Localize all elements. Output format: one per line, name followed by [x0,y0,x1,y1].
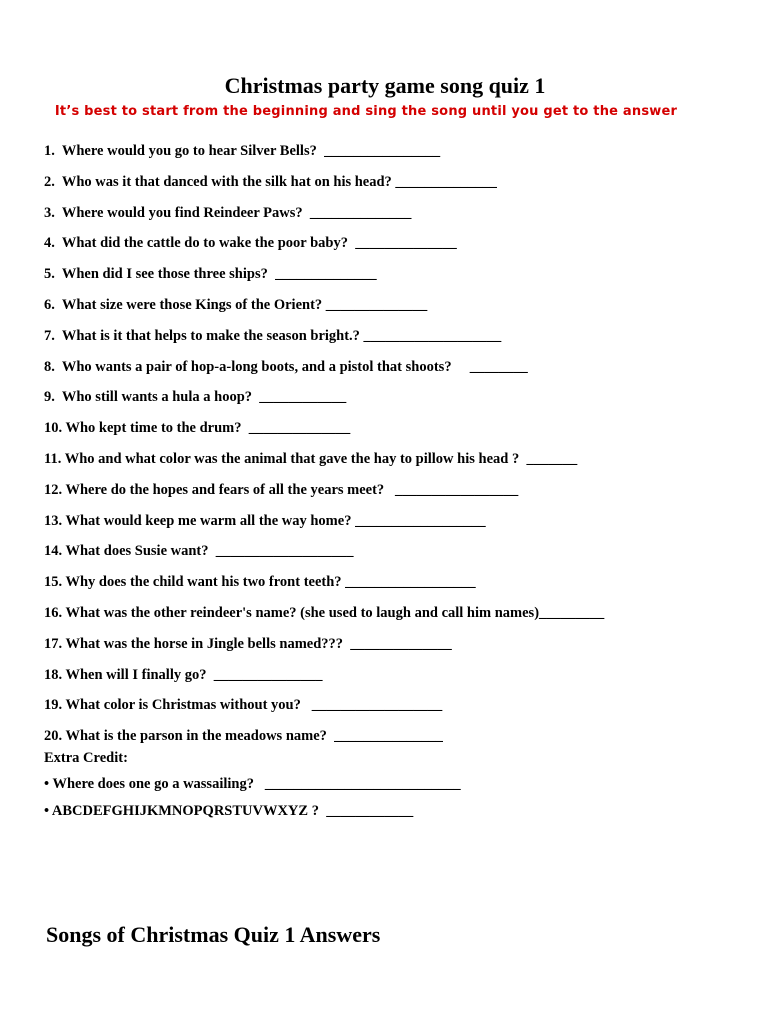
question-11: 11. Who and what color was the animal that gave the hay to pillow his head ? _______ [44,450,578,467]
question-14: 14. What does Susie want? ___________________ [44,543,354,560]
question-list [44,141,744,757]
question-20: 20. What is the parson in the meadows name? _______________ [44,728,443,745]
question-3: 3. Where would you find Reindeer Paws? ______________ [44,204,412,221]
page-title: Christmas party game song quiz 1 [224,73,546,98]
question-10: 10. Who kept time to the drum? ______________ [44,420,351,437]
question-19: 19. What color is Christmas without you? __________________ [44,697,443,714]
question-2: 2. Who was it that danced with the silk hat on his head? ______________ [44,173,497,190]
question-9: 9. Who still wants a hula a hoop? ____________ [44,389,347,406]
question-15: 15. Why does the child want his two front teeth? __________________ [44,574,476,591]
question-16: 16. What was the other reindeer's name? (she used to laugh and call him names)_________ [44,604,605,621]
question-8: 8. Who wants a pair of hop-a-long boots, and a pistol that shoots? ________ [44,358,528,375]
question-1: 1. Where would you go to hear Silver Bells? ________________ [44,143,441,159]
extra-credit-section [44,748,744,828]
answers-heading: Songs of Christmas Quiz 1 Answers [46,922,381,947]
question-17: 17. What was the horse in Jingle bells named??? ______________ [44,635,452,652]
question-12: 12. Where do the hopes and fears of all the years meet? _________________ [44,481,519,498]
page-subtitle: It’s best to start from the beginning and sing the song until you get to the answer [54,104,678,119]
question-13: 13. What would keep me warm all the way home? __________________ [44,512,486,529]
extra-credit-heading: Extra Credit: [44,750,128,766]
extra-credit-item-1: • Where does one go a wassailing? ___________________________ [44,776,461,792]
question-6: 6. What size were those Kings of the Orient? ______________ [44,296,428,313]
question-7: 7. What is it that helps to make the season bright.? ___________________ [44,327,502,344]
question-18: 18. When will I finally go? _______________ [44,666,323,683]
extra-credit-item-2: • ABCDEFGHIJKMNOPQRSTUVWXYZ ? ____________ [44,803,414,819]
question-4: 4. What did the cattle do to wake the poor baby? ______________ [44,235,457,252]
question-5: 5. When did I see those three ships? ______________ [44,266,377,283]
